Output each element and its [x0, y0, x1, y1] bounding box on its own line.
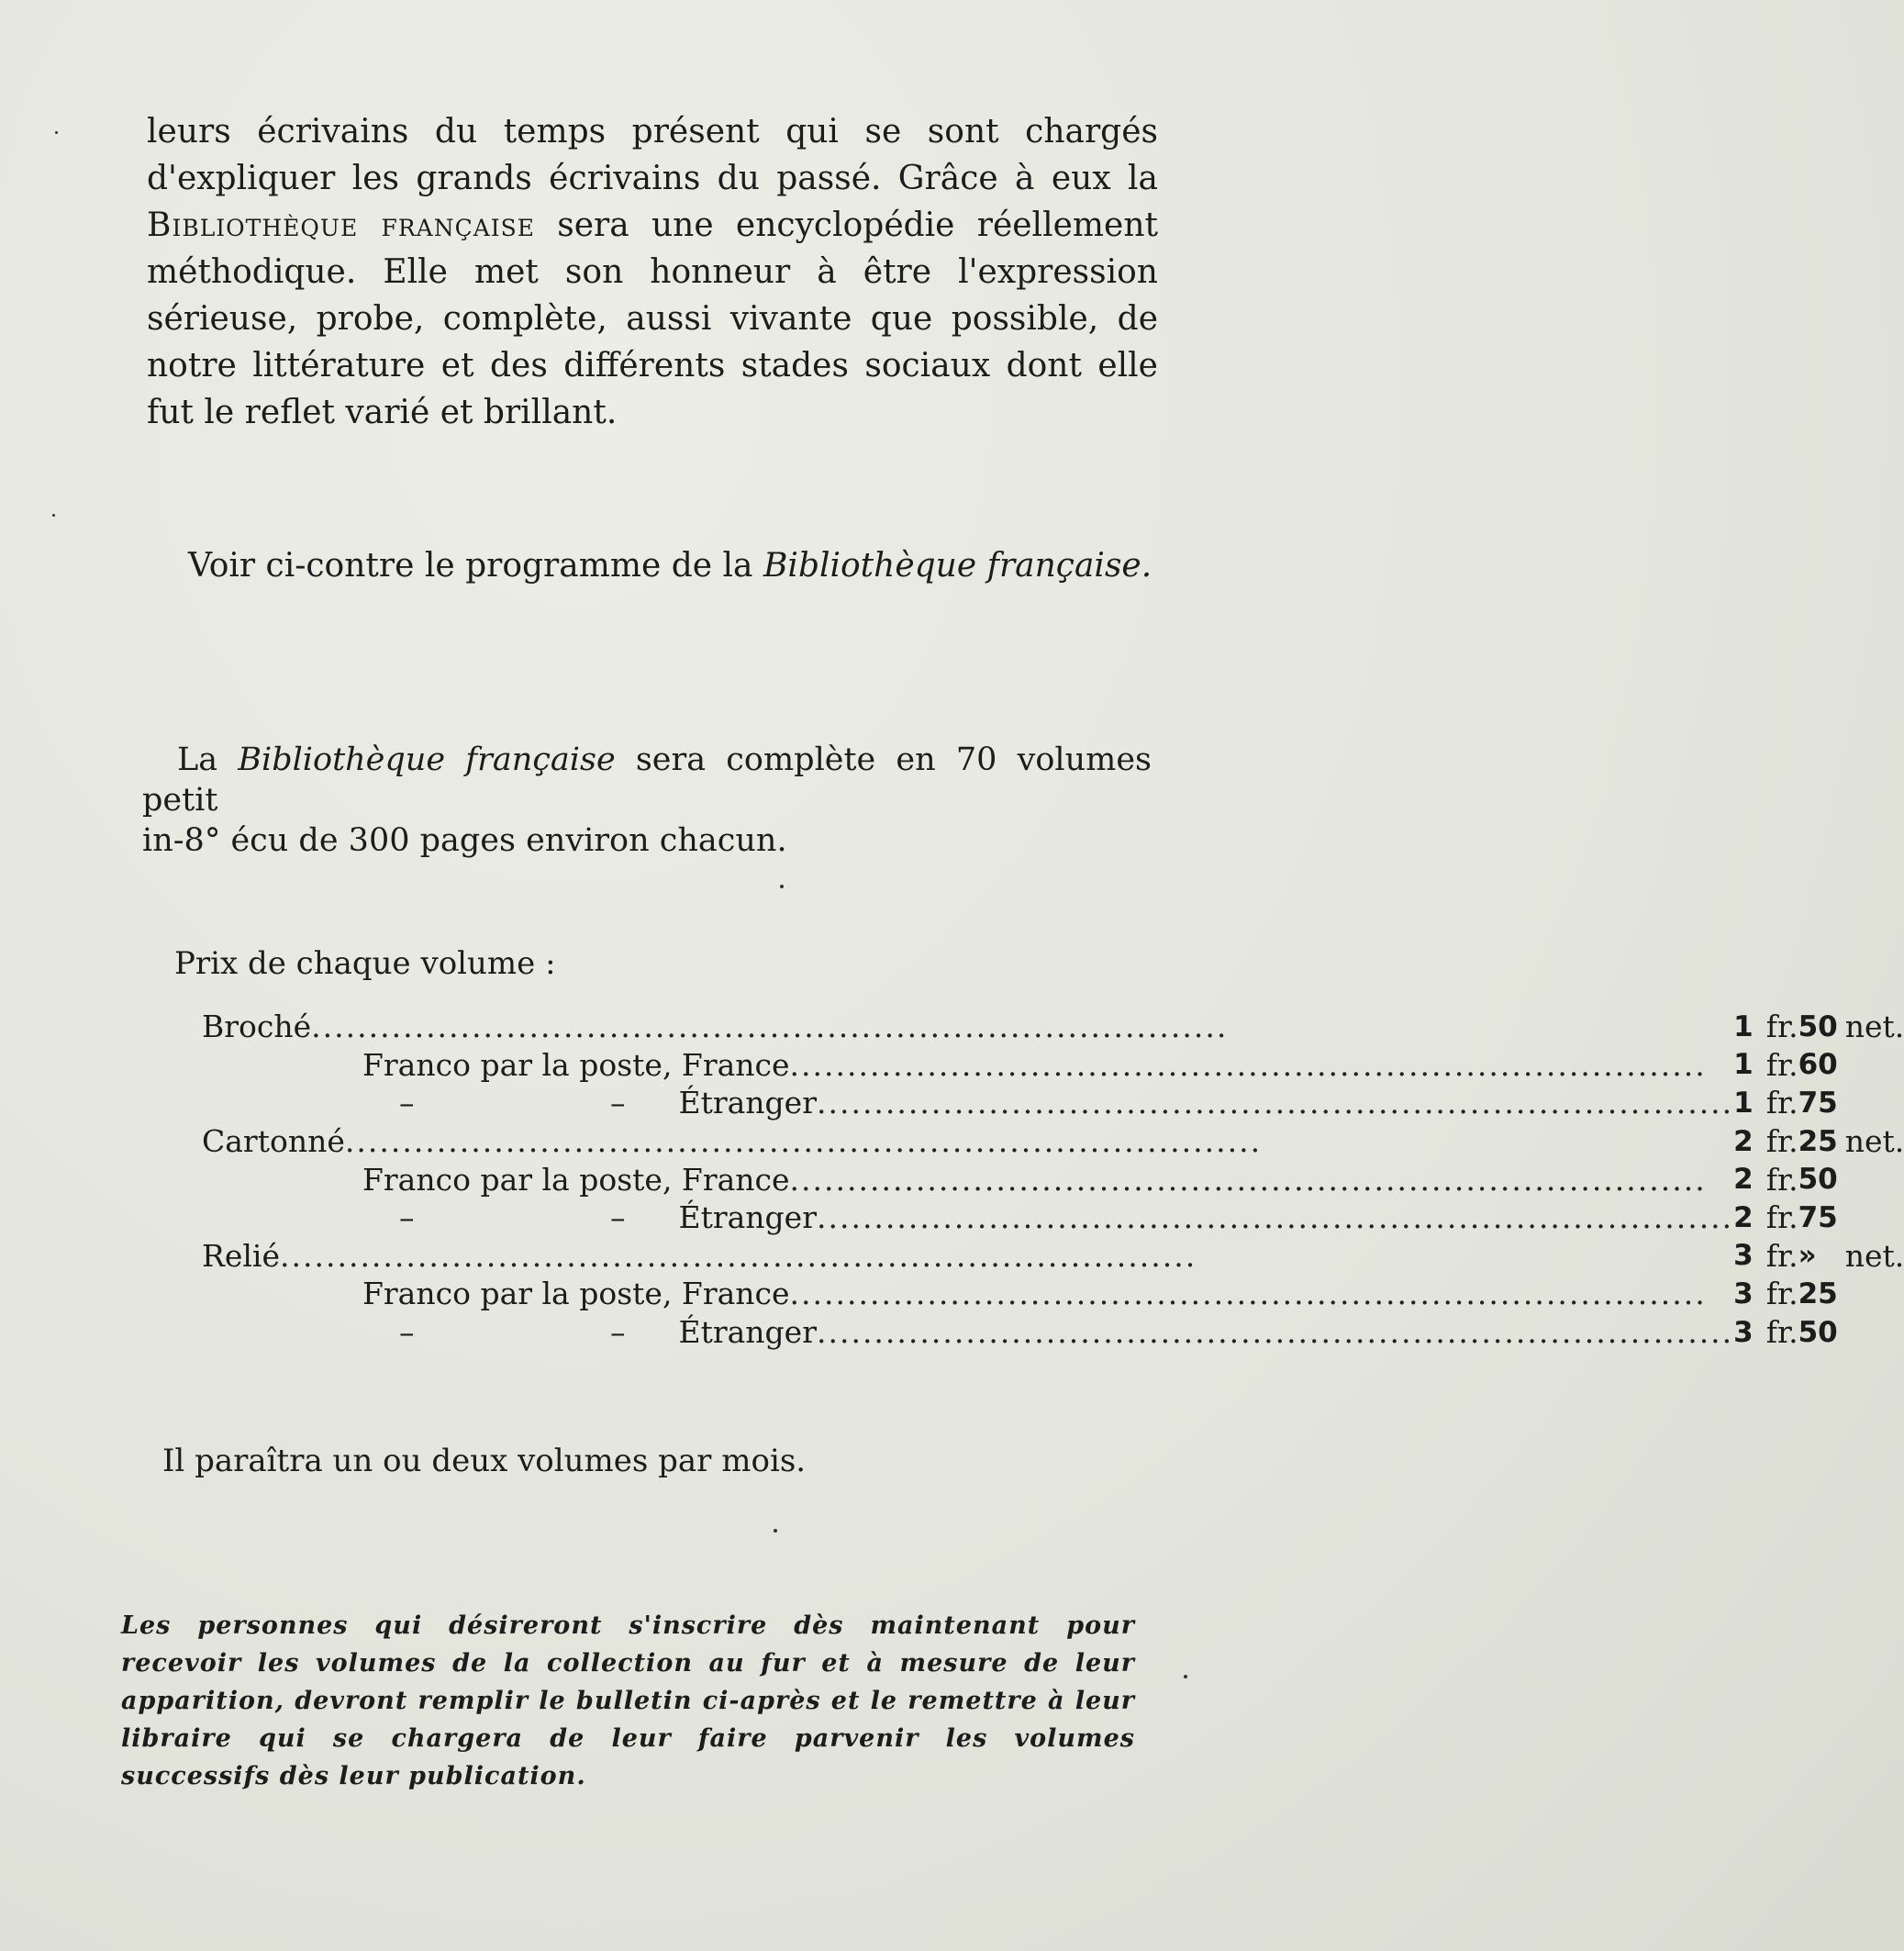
ditto-dash: –	[610, 1085, 626, 1121]
leader-dots: ................................................................................	[789, 1046, 1707, 1083]
price-label-cell	[202, 1084, 1733, 1122]
price-label: Étranger	[678, 1314, 817, 1351]
price-centimes: 75	[1798, 1086, 1838, 1120]
price-net: net.	[1844, 1237, 1904, 1274]
price-francs: 1	[1733, 1009, 1754, 1043]
price-label: Cartonné	[202, 1123, 345, 1160]
price-fr-unit: fr.	[1765, 1009, 1798, 1045]
price-fr-unit: fr.	[1765, 1314, 1798, 1351]
price-net	[1838, 1046, 1904, 1085]
price-label-cell	[202, 1122, 1733, 1161]
price-label: Franco par la poste, France	[362, 1161, 790, 1198]
price-net: net.	[1844, 1123, 1904, 1160]
price-centimes: 60	[1798, 1048, 1838, 1082]
price-row	[202, 1160, 1904, 1198]
price-net	[1838, 1160, 1904, 1198]
price-net	[1838, 1198, 1904, 1237]
price-francs: 2	[1733, 1163, 1754, 1197]
leader-dots: ................................................................................	[816, 1314, 1734, 1351]
complete-italic-title: Bibliothèque française	[238, 741, 616, 778]
leader-dots: ................................................................................	[280, 1237, 1197, 1274]
price-label: Étranger	[678, 1085, 817, 1121]
price-row	[202, 1008, 1904, 1046]
leader-dots: ................................................................................	[789, 1161, 1707, 1198]
price-centimes: 50	[1798, 1009, 1838, 1043]
price-row	[202, 1122, 1904, 1161]
price-francs: 1	[1733, 1048, 1754, 1082]
price-label-cell	[202, 1313, 1733, 1352]
price-fr-unit: fr.	[1765, 1046, 1798, 1083]
speck	[780, 885, 784, 888]
voir-prefix: Voir ci-contre le programme de la	[188, 547, 763, 585]
speck	[52, 514, 55, 517]
price-label-cell	[202, 1008, 1733, 1046]
price-label-cell	[202, 1237, 1733, 1276]
price-row	[202, 1237, 1904, 1276]
price-fr-unit: fr.	[1765, 1161, 1798, 1198]
price-francs: 3	[1733, 1315, 1754, 1349]
price-fr-unit: fr.	[1765, 1237, 1798, 1274]
price-label-cell	[202, 1160, 1733, 1198]
price-row	[202, 1313, 1904, 1352]
leader-dots: ................................................................................	[789, 1276, 1707, 1312]
complete-prefix: La	[177, 741, 239, 778]
publication-frequency: Il paraîtra un ou deux volumes par mois.	[162, 1443, 807, 1479]
price-row	[202, 1198, 1904, 1237]
price-centimes: 25	[1798, 1124, 1838, 1158]
price-label: Relié	[202, 1237, 281, 1274]
price-fr-unit: fr.	[1765, 1199, 1798, 1236]
price-label: Franco par la poste, France	[362, 1276, 790, 1312]
intro-text-a: leurs écrivains du temps présent qui se sont chargés d'expliquer les grands écrivains du passé. Grâce à eux la	[147, 113, 1158, 197]
ditto-dash: –	[399, 1085, 415, 1121]
ditto-dash: –	[399, 1314, 415, 1351]
price-row	[202, 1084, 1904, 1122]
price-francs: 3	[1733, 1239, 1754, 1273]
price-francs: 3	[1733, 1277, 1754, 1310]
price-row	[202, 1275, 1904, 1313]
ditto-dash: –	[399, 1199, 415, 1236]
intro-text-b: sera une encyclopédie réellement méthodique. Elle met son honneur à être l'expression sérieuse, probe, complète, aussi vivante que possible, de notre littérature et des différents stades sociaux dont elle fut le reflet varié et brillant.	[147, 206, 1158, 431]
voir-italic-title: Bibliothèque française.	[763, 547, 1152, 585]
price-francs: 2	[1733, 1124, 1754, 1158]
price-label-cell	[202, 1198, 1733, 1237]
complete-line1-rest: sera complète en 70 volumes petit	[142, 741, 1152, 819]
complete-line-1	[142, 740, 1152, 820]
price-label: Broché	[202, 1009, 312, 1045]
price-net	[1838, 1084, 1904, 1122]
price-row	[202, 1046, 1904, 1085]
price-centimes: 75	[1798, 1200, 1838, 1234]
price-francs: 2	[1733, 1200, 1754, 1234]
price-francs: 1	[1733, 1086, 1754, 1120]
price-label-cell	[202, 1046, 1733, 1085]
leader-dots: ................................................................................	[311, 1009, 1229, 1045]
price-net	[1838, 1313, 1904, 1352]
price-net: net.	[1844, 1009, 1904, 1045]
price-centimes: 25	[1798, 1277, 1838, 1310]
price-label-cell	[202, 1275, 1733, 1313]
ditto-dash: –	[610, 1314, 626, 1351]
ditto-dash: –	[610, 1199, 626, 1236]
leader-dots: ................................................................................	[816, 1085, 1734, 1121]
price-fr-unit: fr.	[1765, 1085, 1798, 1121]
speck	[1184, 1675, 1187, 1678]
complete-paragraph	[142, 740, 1152, 861]
voir-line	[188, 547, 1152, 585]
price-net	[1838, 1275, 1904, 1313]
prix-title: Prix de chaque volume :	[174, 945, 556, 982]
subscription-notice: Les personnes qui désireront s'inscrire dès maintenant pour recevoir les volumes de la collection au fur et à mesure de leur apparition, devront remplir le bulletin ci-après et le remettre à leur libraire qui se chargera de leur faire parvenir les volumes successifs dès leur publication.	[121, 1611, 1135, 1790]
speck	[55, 131, 58, 134]
bibliotheque-small-caps: Bibliothèque française	[147, 206, 536, 244]
price-label: Franco par la poste, France	[362, 1046, 790, 1083]
speck	[774, 1529, 777, 1533]
price-centimes: »	[1798, 1239, 1817, 1273]
price-centimes: 50	[1798, 1315, 1838, 1349]
price-label: Étranger	[678, 1199, 817, 1236]
price-fr-unit: fr.	[1765, 1123, 1798, 1160]
intro-paragraph	[147, 108, 1158, 436]
leader-dots: ................................................................................	[816, 1199, 1734, 1236]
price-fr-unit: fr.	[1765, 1276, 1798, 1312]
price-table	[202, 1008, 1904, 1351]
complete-line-2: in-8° écu de 300 pages environ chacun.	[142, 822, 787, 859]
price-centimes: 50	[1798, 1163, 1838, 1197]
leader-dots: ................................................................................	[344, 1123, 1263, 1160]
